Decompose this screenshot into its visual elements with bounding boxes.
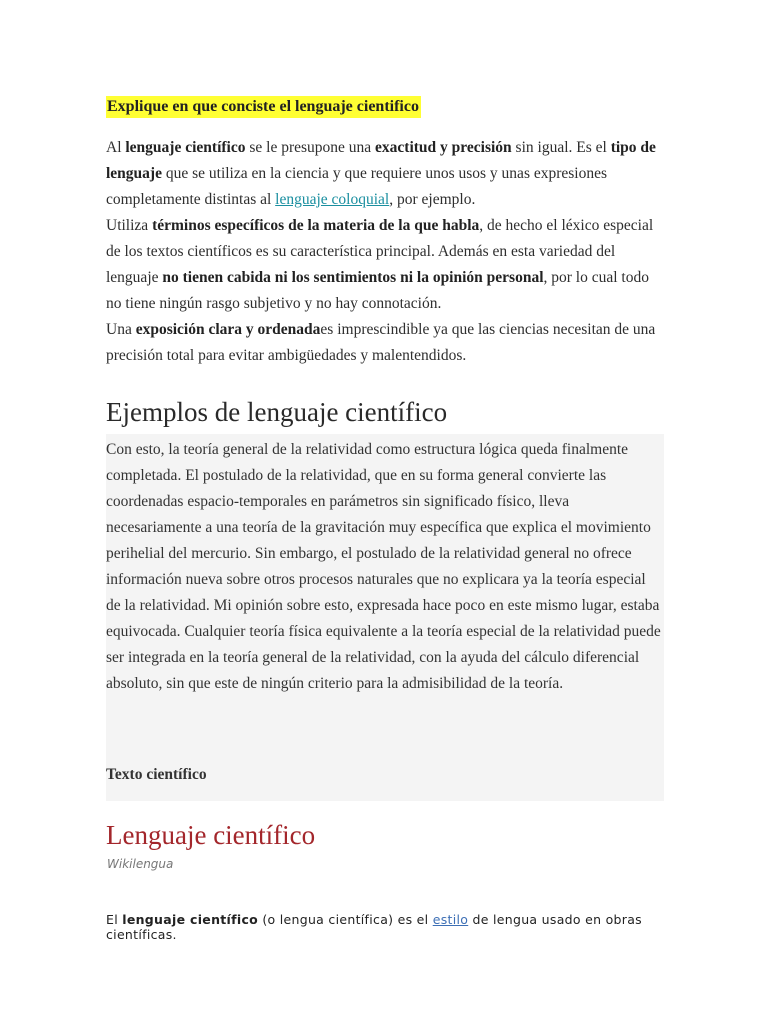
- text: Al: [106, 139, 126, 156]
- text: se le presupone una: [245, 139, 376, 156]
- wiki-heading: Lenguaje científico: [106, 820, 316, 850]
- intro-paragraph-2: [106, 213, 666, 317]
- bold-term: términos específicos de la materia de la que habla: [152, 217, 480, 234]
- text: Utiliza: [106, 217, 153, 234]
- text: , por ejemplo.: [389, 191, 476, 208]
- bold-term: tipo de lenguaje: [106, 139, 656, 182]
- wiki-definition: [106, 912, 706, 942]
- examples-heading: Ejemplos de lenguaje científico: [106, 397, 448, 427]
- text: Una: [106, 321, 136, 338]
- bold-term: no tienen cabida ni los sentimientos ni la opinión personal: [162, 269, 544, 286]
- bold-term: exposición clara y ordenada: [135, 321, 321, 338]
- example-quote-box: [106, 434, 664, 801]
- text: que se utiliza en la ciencia y que requiere unos usos y unas expresiones completamente distintas al: [106, 165, 608, 208]
- text: El: [106, 912, 123, 927]
- text: , de hecho el léxico especial de los textos científicos es su característica principal. Además en esta variedad del lenguaje: [106, 217, 654, 286]
- text: , por lo cual todo no tiene ningún rasgo subjetivo y no hay connotación.: [106, 269, 649, 312]
- text: (o lengua científica) es el: [258, 912, 433, 927]
- wiki-source: Wikilengua: [107, 857, 174, 871]
- example-quote-label: Texto científico: [106, 766, 207, 783]
- bold-term: lenguaje científico: [122, 912, 259, 927]
- intro-paragraph-1: [106, 135, 666, 213]
- question-title: Explique en que conciste el lenguaje cientifico: [106, 96, 421, 118]
- bold-term: exactitud y precisión: [375, 139, 512, 156]
- text: es imprescindible ya que las ciencias necesitan de una precisión total para evitar ambigüedades y malentendidos.: [106, 321, 656, 364]
- text: sin igual. Es el: [511, 139, 611, 156]
- lenguaje-coloquial-link[interactable]: lenguaje coloquial: [275, 191, 390, 208]
- text: de lengua usado en obras científicas.: [106, 912, 642, 942]
- intro-section: [106, 135, 666, 369]
- example-quote-text: Con esto, la teoría general de la relatividad como estructura lógica queda finalmente completada. El postulado de la relatividad, que en su forma general convierte las coordenadas espacio-temporales en parámetros sin significado físico, lleva necesariamente a una teoría de la gravitación muy específica que explica el movimiento perihelial del mercurio. Sin embargo, el postulado de la relatividad general no ofrece información nueva sobre otros procesos naturales que no explicara ya la teoría especial de la relatividad. Mi opinión sobre esto, expresada hace poco en este mismo lugar, estaba equivocada. Cualquier teoría física equivalente a la teoría especial de la relatividad puede ser integrada en la teoría general de la relatividad, con la ayuda del cálculo diferencial absoluto, sin que este de ningún criterio para la admisibilidad de la teoría.: [106, 441, 661, 692]
- intro-paragraph-3: [106, 317, 666, 369]
- estilo-link[interactable]: estilo: [432, 912, 469, 927]
- bold-term: lenguaje científico: [125, 139, 246, 156]
